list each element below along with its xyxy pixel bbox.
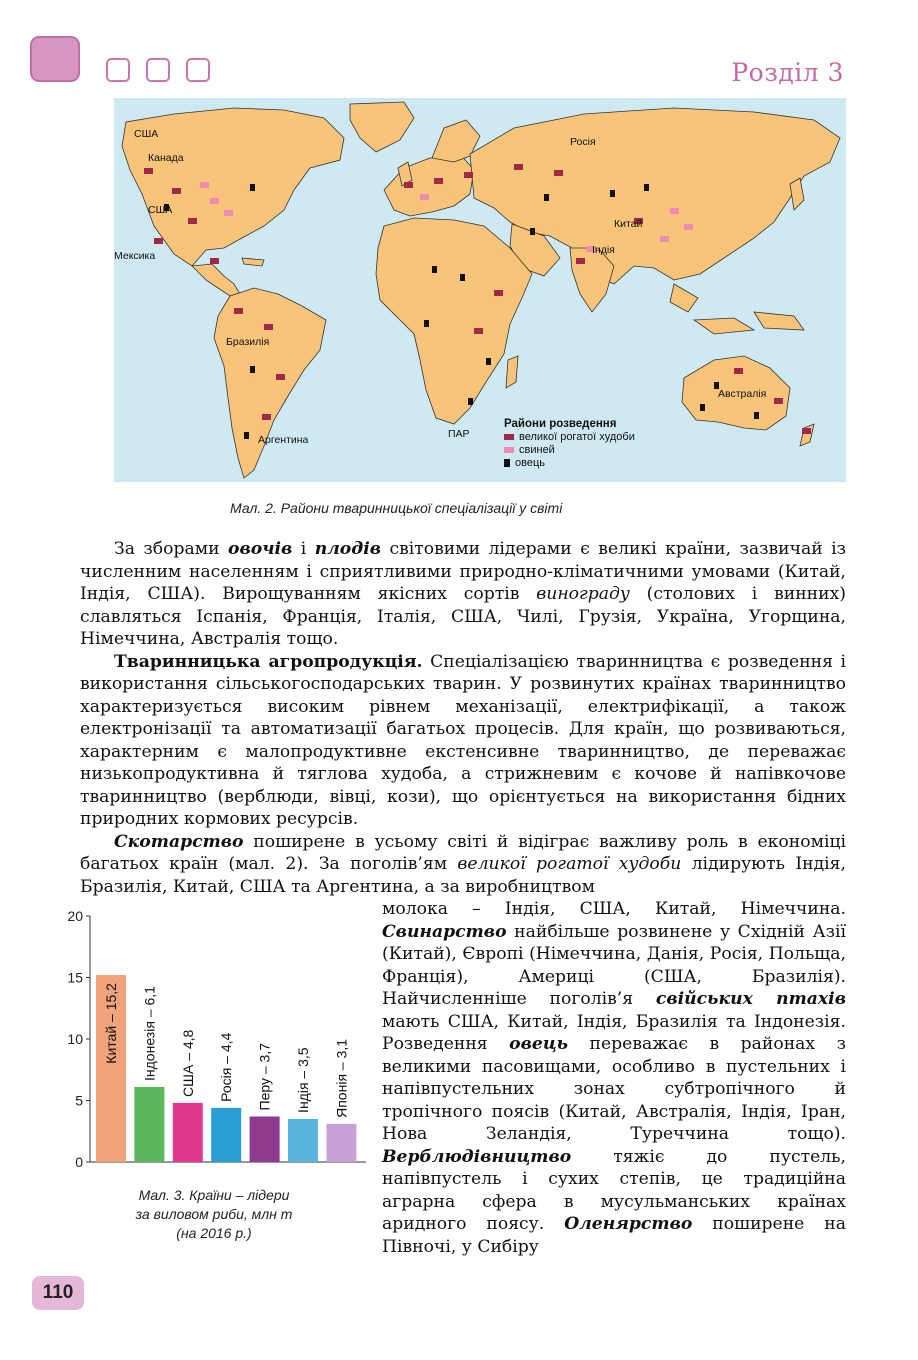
sheep-icon [504, 459, 510, 467]
map-label-australia: Австралія [718, 388, 767, 400]
bar-label: Індія – 3,5 [295, 1047, 311, 1113]
bar-label: Індонезія – 6,1 [141, 986, 158, 1081]
legend-item-pigs [504, 443, 635, 456]
bar-label: Японія – 3,1 [333, 1038, 350, 1118]
legend-label: свиней [519, 443, 555, 456]
world-livestock-map [114, 98, 846, 482]
header-decor-square [30, 36, 80, 82]
map-label-brazil: Бразилія [226, 336, 270, 348]
chart-caption-line: Мал. 3. Країни – лідери [138, 1187, 290, 1203]
y-tick-label: 0 [75, 1154, 83, 1170]
legend-label: овець [515, 456, 545, 469]
bar [288, 1119, 318, 1162]
map-caption: Мал. 2. Райони тваринницької спеціалізації у світі [230, 500, 563, 516]
pig-icon [504, 447, 514, 453]
right-column-text [382, 898, 846, 1258]
legend-item-cattle [504, 430, 635, 443]
header-decor-square-small [186, 58, 210, 82]
bar [173, 1103, 203, 1162]
bar-label: Перу – 3,7 [256, 1042, 273, 1111]
map-legend [504, 418, 635, 469]
section-title: Розділ 3 [731, 58, 844, 87]
cattle-icon [504, 434, 514, 440]
map-label-usa-alaska: США [134, 128, 159, 140]
y-tick-label: 20 [67, 908, 83, 924]
paragraph: За зборами овочів і плодів світовими лідерами є великі країни, зазвичай із численним населенням і сприятливими природно-кліматичними умовами (Китай, Індія, США). Вирощуванням якісних сортів винограду (столових і винних) славляться Іспанія, Франція, Італія, США, Чилі, Грузія, Україна, Угорщина, Німеччина, Австралія тощо. [80, 539, 846, 649]
map-label-china: Китай [614, 218, 643, 230]
bar-label: Росія – 4,4 [218, 1032, 235, 1102]
y-tick-label: 15 [67, 969, 83, 986]
map-label-russia: Росія [570, 136, 596, 148]
bar [326, 1124, 356, 1162]
legend-label: великої рогатої худоби [519, 430, 635, 443]
paragraph: Скотарство поширене в усьому світі й відіграє важливу роль в економіці багатьох країн (мал. 2). За поголів’ям великої рогатої худоби лідирують Індія, Бразилія, Китай, США та Аргентина, а за виробництвом [80, 831, 846, 897]
map-graphic [114, 98, 846, 482]
map-label-sar: ПАР [448, 428, 470, 440]
header-decor-square-small [106, 58, 130, 82]
map-label-canada: Канада [148, 152, 184, 164]
map-label-argentina: Аргентина [258, 434, 309, 446]
fish-catch-chart [44, 900, 374, 1184]
map-label-usa: США [148, 204, 173, 216]
chart-caption [104, 1186, 324, 1243]
paragraph: Тваринницька агропродукція. Спеціалізацією тваринництва є розведення і використання сільськогосподарських тварин. У розвинутих країнах тваринництво характеризується високим рівнем механізації, електрифікації, а також електронізації та автоматизації багатьох процесів. Для країн, що розвиваються, характерним є малопродуктивне екстенсивне тваринництво, де переважає низькопродуктивна й тяглова худоба, а стрижневим є кочове й напівкочове тваринництво (верблюди, вівці, кози), що орієнтується на використання бідних природних кормових ресурсів. [80, 651, 846, 829]
main-text [80, 538, 846, 898]
bar [134, 1087, 164, 1162]
legend-item-sheep [504, 456, 635, 469]
bar [211, 1108, 241, 1162]
chart-caption-line: за виловом риби, млн т [135, 1206, 293, 1222]
legend-title: Райони розведення [504, 418, 617, 430]
map-label-mexico: Мексика [114, 250, 156, 262]
y-tick-label: 10 [67, 1031, 83, 1047]
chart-caption-line: (на 2016 р.) [176, 1225, 252, 1241]
bar [250, 1116, 280, 1162]
bar-label: Китай – 15,2 [103, 983, 119, 1064]
paragraph: молока – Індія, США, Китай, Німеччина. Свинарство найбільше розвинене у Східній Азії (Китай), Європі (Німеччина, Данія, Росія, Польща, Франція), Америці (США, Бразилія). Найчисленніше поголів’я свійських птахів мають США, Китай, Індія, Бразилія та Індонезія. Розведення овець переважає в районах з великими пасовищами, особливо в пустельних і напівпустельних зонах субтропічного й тропічного поясів (Китай, Австралія, Індія, Іран, Нова Зеландія, Туреччина тощо). Верблюдівництво тяжіє до пустель, напівпустель і сухих степів, це традиційна аграрна сфера в мусульманських країнах аридного поясу. Оленярство поширене на Півночі, у Сибіру [382, 899, 847, 1257]
bar-label: США – 4,8 [179, 1029, 196, 1097]
page-number: 110 [32, 1276, 84, 1310]
y-tick-label: 5 [75, 1092, 83, 1109]
bar-chart [44, 900, 374, 1180]
header-decor-square-small [146, 58, 170, 82]
map-label-india: Індія [592, 244, 615, 256]
